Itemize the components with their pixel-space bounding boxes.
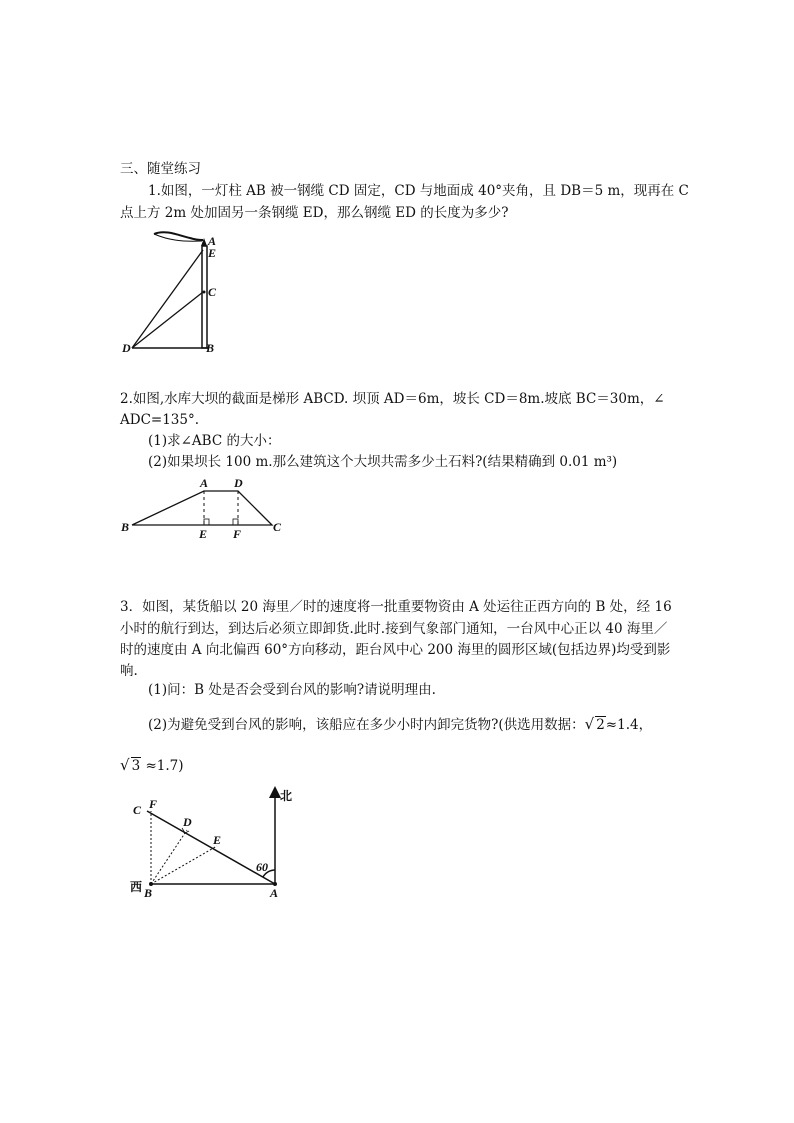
q3-sub2-cont [120, 755, 184, 776]
q2-sub2: (2)如果坝长 100 m.那么建筑这个大坝共需多少土石料?(结果精确到 0.01 m³) [148, 454, 618, 470]
q1-label-c: C [208, 285, 217, 299]
cable-cd [132, 292, 203, 348]
q1-label-e: E [208, 246, 217, 260]
dam-trapezoid [132, 491, 272, 525]
q3-label-d: D [183, 815, 192, 829]
cable-ed [132, 250, 203, 348]
q2-label-e: E [199, 527, 208, 541]
q3-text-line2: 小时的航行到达，到达后必须立即卸货.此时.接到气象部门通知，一台风中心正以 40 海里／ [120, 621, 668, 637]
q2-text-line1: 2.如图,水库大坝的截面是梯形 ABCD. 坝顶 AD＝6m，坡长 CD＝8m.坡底 BC＝30m，∠ [120, 391, 665, 407]
lamp-head [154, 232, 203, 240]
q1-label-b: B [206, 341, 215, 355]
q3-label-e: E [213, 833, 222, 847]
q3-label-c: C [133, 803, 142, 817]
q1-figure [118, 226, 228, 358]
q3-text-line1: 3．如图，某货船以 20 海里／时的速度将一批重要物资由 A 处运往正西方向的 B 处，经 16 [120, 599, 672, 615]
q2-figure [118, 476, 294, 542]
q3-text-line4: 响. [120, 663, 138, 679]
q3-sub2 [148, 714, 652, 735]
q2-sub1: (1)求∠ABC 的大小： [148, 433, 281, 449]
dashed-be [151, 846, 217, 884]
lamp-pole [202, 246, 207, 348]
q2-text-line2: ADC=135°. [120, 412, 200, 428]
q1-text-line1: 1.如图，一灯柱 AB 被一钢缆 CD 固定，CD 与地面成 40°夹角，且 DB＝5 m，现再在 C [148, 183, 689, 199]
q3-label-f: F [149, 797, 158, 811]
q2-label-b: B [121, 520, 130, 534]
q3-sub2-prefix: (2)为避免受到台风的影响，该船应在多少小时内卸完货物?(供选用数据： [148, 717, 585, 733]
q3-text-line3: 时的速度由 A 向北偏西 60°方向移动，距台风中心 200 海里的圆形区域(包括边界)均受到影 [120, 642, 671, 658]
q2-label-d: D [234, 476, 243, 490]
q1-label-a: A [208, 234, 217, 248]
q1-label-d: D [122, 341, 131, 355]
q3-label-b: B [144, 886, 153, 900]
q3-label-angle: 60 [256, 860, 268, 874]
dashed-bd [151, 830, 187, 884]
sqrt3-value: ≈1.7) [141, 758, 184, 774]
sqrt2: √ 2 [584, 715, 605, 733]
q2-label-c: C [273, 520, 282, 534]
q2-label-a: A [200, 476, 209, 490]
q1-text-line2: 点上方 2m 处加固另一条钢缆 ED，那么钢缆 ED 的长度为多少? [120, 205, 509, 221]
section-heading: 三、随堂练习 [120, 161, 201, 177]
q3-label-west: 西 [130, 880, 143, 894]
q2-label-f: F [233, 527, 242, 541]
q3-figure [125, 784, 300, 902]
q3-label-north: 北 [280, 789, 293, 803]
sqrt3: √ 3 [120, 756, 141, 774]
q3-label-a: A [270, 886, 279, 900]
q3-sub1: (1)问：B 处是否会受到台风的影响?请说明理由. [148, 682, 436, 698]
sqrt2-value: ≈1.4， [605, 717, 653, 733]
